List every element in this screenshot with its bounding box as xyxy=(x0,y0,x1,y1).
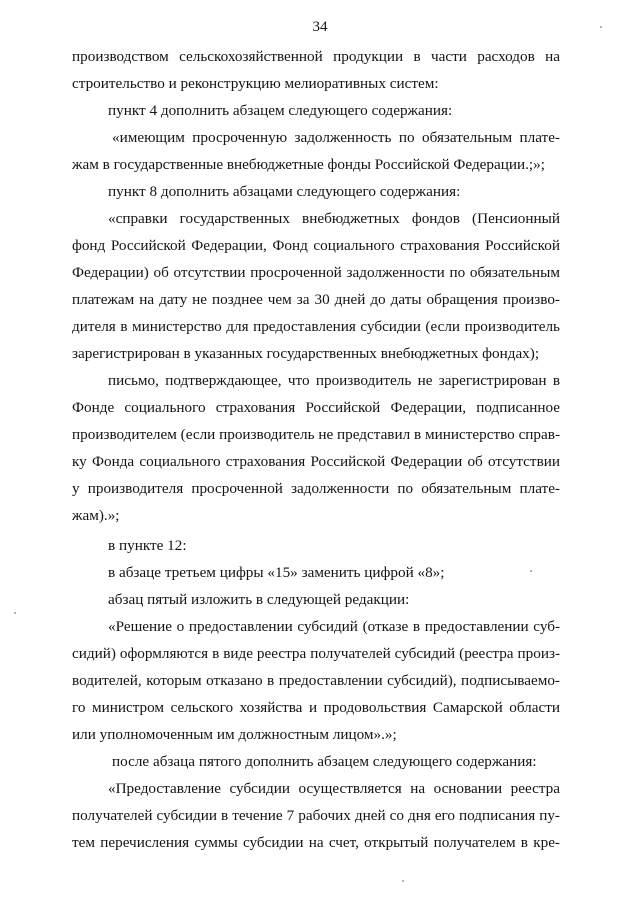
text-line: дителя в министерство для предоставления субсидии (если производитель xyxy=(72,318,560,335)
text-line: жам в государственные внебюджетные фонды Российской Федерации.;»; xyxy=(72,156,545,173)
text-line: в абзаце третьем цифры «15» заменить цифрой «8»; xyxy=(108,564,445,581)
text-line: сидий) оформляются в виде реестра получателей субсидий (реестра произ- xyxy=(72,645,560,662)
text-line: фонд Российской Федерации, Фонд социального страхования Российской xyxy=(72,237,560,254)
text-line: ку Фонда социального страхования Российской Федерации об отсутствии xyxy=(72,453,560,470)
text-line: зарегистрирован в указанных государственных внебюджетных фондах); xyxy=(72,345,540,362)
text-line: «Предоставление субсидии осуществляется на основании реестра xyxy=(108,780,560,797)
text-line: платежам на дату не позднее чем за 30 дней до даты обращения произво- xyxy=(72,291,560,308)
scan-speck xyxy=(600,26,602,28)
text-line: в пункте 12: xyxy=(108,537,187,554)
text-line: Федерации) об отсутствии просроченной задолженности по обязательным xyxy=(72,264,560,281)
text-line: пункт 4 дополнить абзацем следующего содержания: xyxy=(108,102,453,119)
text-line: Фонде социального страхования Российской Федерации, подписанное xyxy=(72,399,560,416)
text-line: тем перечисления суммы субсидии на счет, открытый получателем в кре- xyxy=(72,834,560,851)
text-line: го министром сельского хозяйства и продовольствия Самарской области xyxy=(72,699,560,716)
text-line: производителем (если производитель не представил в министерство справ- xyxy=(72,426,560,443)
text-line: пункт 8 дополнить абзацами следующего содержания: xyxy=(108,183,461,200)
text-line: водителей, которым отказано в предоставлении субсидий), подписываемо- xyxy=(72,672,560,689)
scan-speck xyxy=(530,570,532,572)
text-line: «имеющим просроченную задолженность по обязательным плате- xyxy=(112,129,560,146)
text-line: «Решение о предоставлении субсидий (отказе в предоставлении суб- xyxy=(108,618,560,635)
text-line: у производителя просроченной задолженности по обязательным плате- xyxy=(72,480,560,497)
text-line: письмо, подтверждающее, что производитель не зарегистрирован в xyxy=(108,372,560,389)
text-line: после абзаца пятого дополнить абзацем следующего содержания: xyxy=(112,753,537,770)
text-line: абзац пятый изложить в следующей редакции: xyxy=(108,591,410,608)
text-line: производством сельскохозяйственной продукции в части расходов на xyxy=(72,48,560,65)
page-number: 34 xyxy=(312,19,328,35)
text-line: получателей субсидии в течение 7 рабочих дней со дня его подписания пу- xyxy=(72,807,560,824)
text-line: или уполномоченным им должностным лицом».»; xyxy=(72,726,397,743)
scan-speck xyxy=(14,612,16,614)
text-line: «справки государственных внебюджетных фондов (Пенсионный xyxy=(108,210,560,227)
text-line: строительство и реконструкцию мелиоративных систем: xyxy=(72,75,439,92)
text-line: жам).»; xyxy=(72,507,120,524)
scan-speck xyxy=(402,880,404,882)
